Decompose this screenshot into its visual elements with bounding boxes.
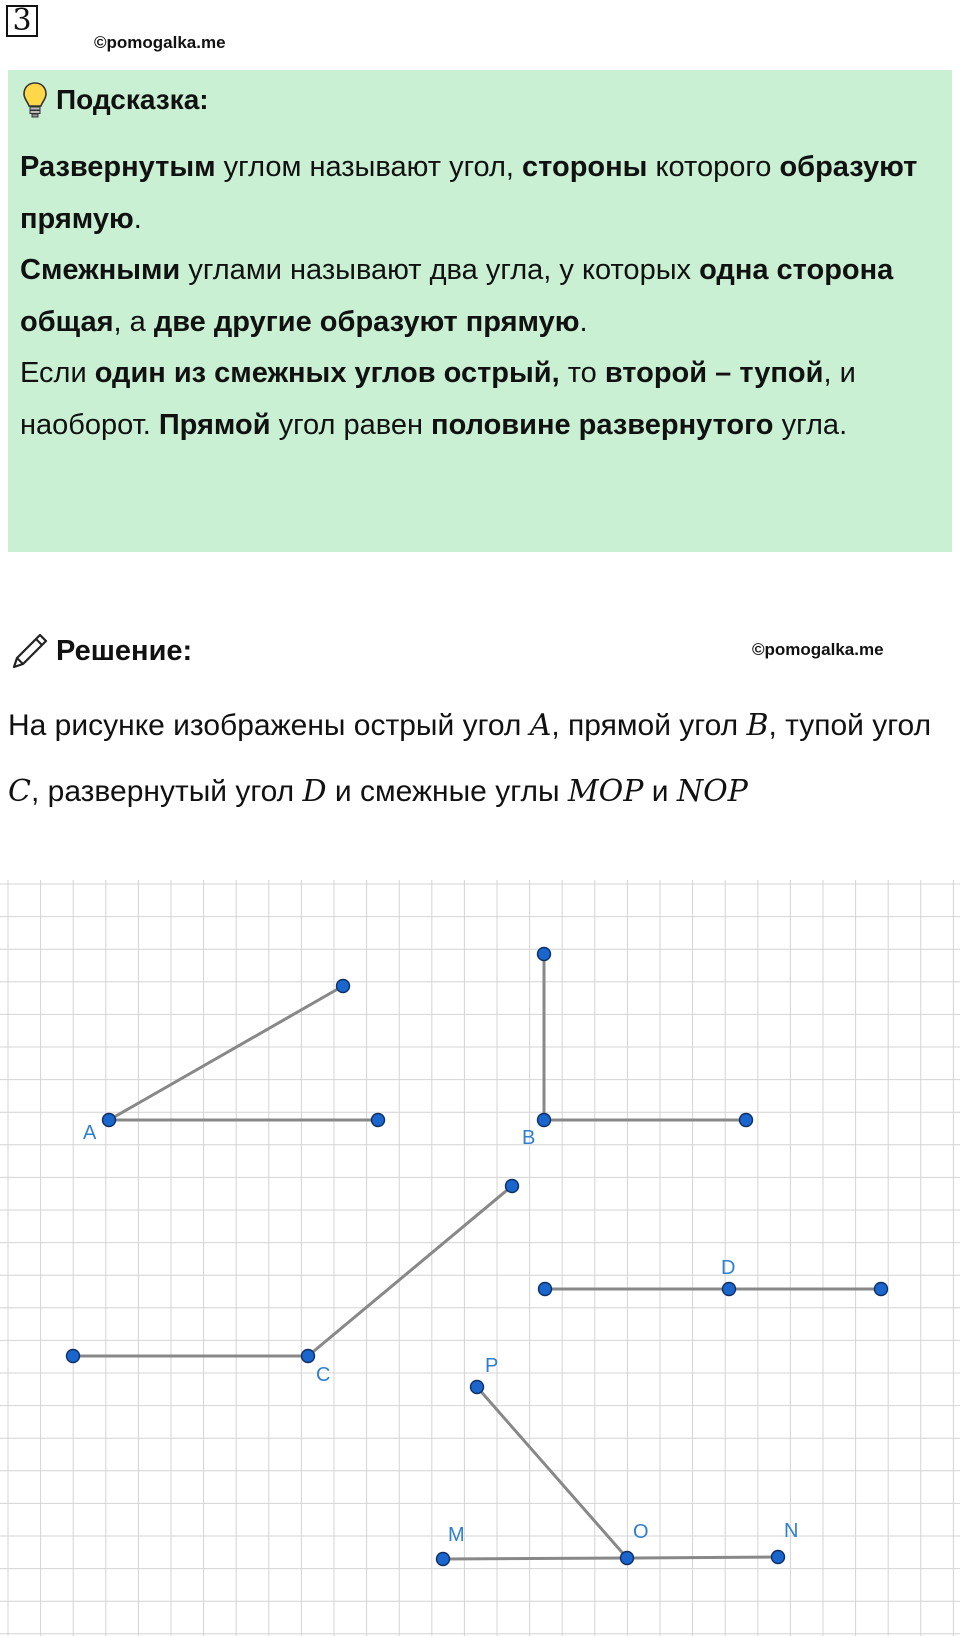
hint-term: второй – тупой xyxy=(604,357,824,389)
point-p xyxy=(471,1381,484,1394)
pencil-icon xyxy=(10,631,50,671)
label-p: P xyxy=(485,1355,499,1377)
hint-term: Прямой xyxy=(158,408,271,441)
point-d xyxy=(723,1283,736,1296)
solution-fragment: , тупой угол xyxy=(768,709,932,742)
hint-paragraph xyxy=(20,142,940,245)
solution-header xyxy=(10,628,192,674)
points xyxy=(67,948,888,1566)
hint-term: Развернутым xyxy=(20,151,216,183)
point-b-end1 xyxy=(538,948,551,961)
point-n xyxy=(772,1551,785,1564)
solution-title: Решение: xyxy=(56,634,193,667)
point-o xyxy=(621,1552,634,1565)
hint-term: Смежными xyxy=(20,254,181,286)
hint-paragraph xyxy=(20,245,940,348)
label-a: A xyxy=(83,1122,97,1144)
hint-term: две другие образуют прямую xyxy=(153,305,580,338)
hint-fragment: , а xyxy=(113,305,154,338)
hint-fragment: . xyxy=(133,202,142,235)
point-d-end1 xyxy=(539,1283,552,1296)
hint-fragment: углом называют угол, xyxy=(215,151,523,183)
hint-paragraph xyxy=(20,348,940,451)
label-o: O xyxy=(633,1521,649,1543)
math-symbol: D xyxy=(302,774,327,809)
point-d-end2 xyxy=(875,1283,888,1296)
math-symbol: NOP xyxy=(676,774,748,809)
hint-fragment: которого xyxy=(647,151,780,183)
task-number: 3 xyxy=(6,5,38,37)
hint-term: стороны xyxy=(522,151,648,183)
watermark-solution: ©pomogalka.me xyxy=(752,640,884,659)
angles-figure xyxy=(0,880,960,1636)
hint-fragment: то xyxy=(559,357,605,389)
lightbulb-icon xyxy=(22,81,48,119)
solution-fragment: , прямой угол xyxy=(551,709,747,742)
label-m: M xyxy=(448,1524,465,1546)
hint-text xyxy=(20,142,940,451)
hint-fragment: . xyxy=(579,305,588,338)
solution-fragment: , развернутый угол xyxy=(30,775,303,808)
hint-title: Подсказка: xyxy=(56,84,209,115)
segment-c-ray2 xyxy=(308,1186,512,1356)
solution-fragment: и смежные углы xyxy=(326,775,568,808)
point-c-end1 xyxy=(67,1350,80,1363)
hint-term: один из смежных углов острый, xyxy=(94,357,560,389)
segment-a-ray1 xyxy=(109,986,343,1120)
point-m xyxy=(437,1553,450,1566)
hint-fragment: угла. xyxy=(773,408,848,441)
point-b xyxy=(538,1114,551,1127)
math-symbol: MOP xyxy=(567,774,644,809)
hint-header xyxy=(22,80,209,120)
label-b: B xyxy=(522,1127,536,1149)
hint-fragment: угол равен xyxy=(270,408,432,441)
math-symbol: A xyxy=(529,708,552,743)
hint-fragment: углами называют два угла, у которых xyxy=(180,254,700,286)
grid xyxy=(0,880,960,1636)
hint-term: половине развернутого xyxy=(431,408,774,441)
hint-term: одна сторона общая xyxy=(20,254,894,338)
point-a-end1 xyxy=(337,980,350,993)
math-symbol: C xyxy=(8,774,31,809)
hint-fragment: Если xyxy=(20,357,95,389)
solution-text xyxy=(8,693,948,825)
watermark-top: ©pomogalka.me xyxy=(94,33,226,52)
segment-on xyxy=(627,1557,778,1558)
hint-fragment: , и наоборот. xyxy=(20,357,856,441)
angle-segments xyxy=(73,954,881,1559)
label-n: N xyxy=(784,1520,799,1542)
label-c: C xyxy=(316,1364,331,1386)
point-a-end2 xyxy=(372,1114,385,1127)
point-labels xyxy=(83,1122,798,1546)
point-c xyxy=(302,1350,315,1363)
point-a xyxy=(103,1114,116,1127)
label-d: D xyxy=(721,1257,736,1279)
solution-fragment: и xyxy=(643,775,677,808)
point-b-end2 xyxy=(740,1114,753,1127)
math-symbol: B xyxy=(746,708,769,743)
segment-op xyxy=(477,1387,627,1558)
solution-fragment: На рисунке изображены острый угол xyxy=(8,709,530,742)
hint-term: образуют прямую xyxy=(20,151,918,235)
point-c-end2 xyxy=(506,1180,519,1193)
segment-om xyxy=(443,1558,627,1559)
